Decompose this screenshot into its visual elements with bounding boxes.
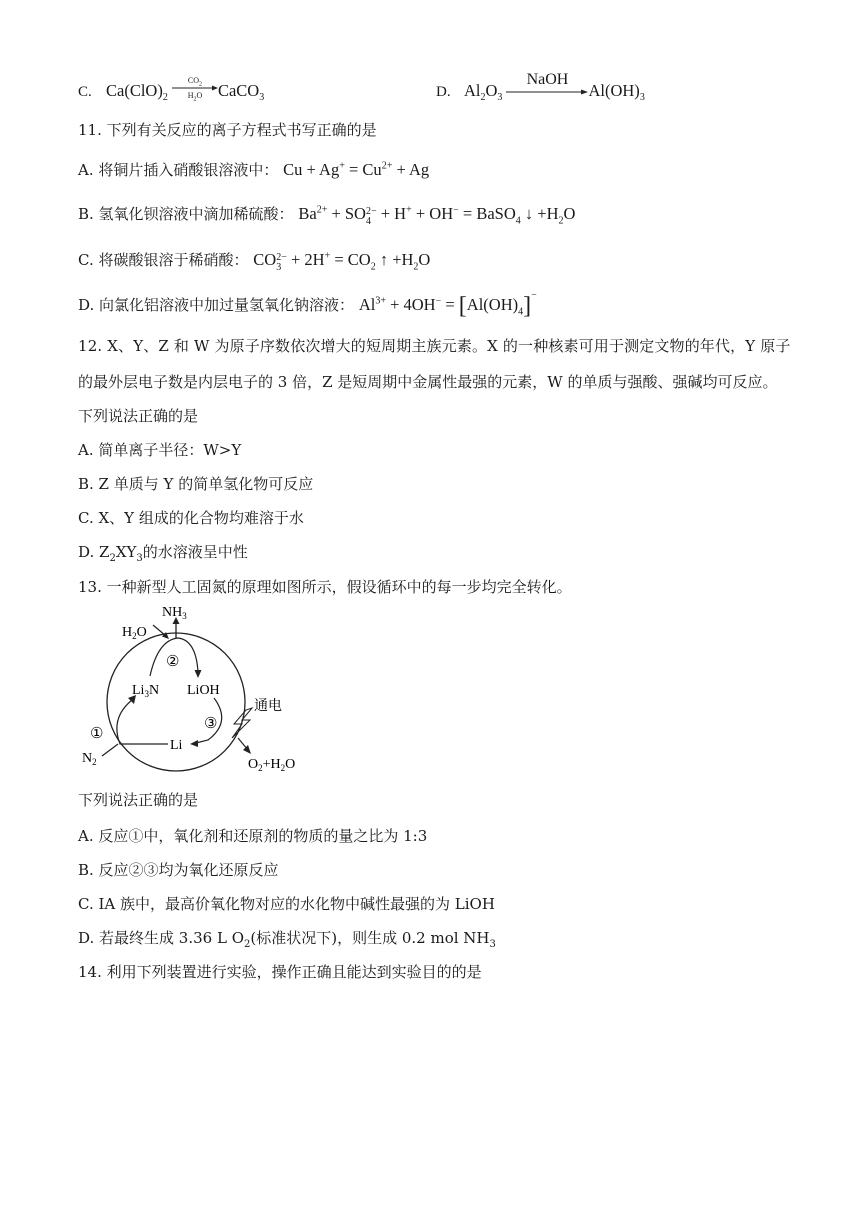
reactant-part: O xyxy=(485,80,498,100)
superscript: 2+ xyxy=(316,204,328,216)
superscript: − xyxy=(435,295,442,307)
superscript: 2− xyxy=(365,206,377,217)
label-nh3: $NH_3$ xyxy=(162,605,187,621)
subscript: 2 xyxy=(370,261,376,273)
label-lioh: LiOH xyxy=(187,683,220,698)
q13-option-c: C. IA 族中，最高价氧化物对应的水化物中碱性最强的为 LiOH xyxy=(78,895,495,913)
subscript: 3 xyxy=(489,939,496,950)
eq-part: + Ag xyxy=(392,160,430,179)
option-text: (标准状况下)，则生成 0.2 mol NH xyxy=(250,929,490,947)
q11-option-a xyxy=(78,160,429,180)
step3-arrow-head xyxy=(190,740,198,747)
eq-part: ↑ +H xyxy=(375,250,414,269)
superscript: 2− xyxy=(276,252,287,263)
q13-stem: 13. 一种新型人工固氮的原理如图所示，假设循环中的每一步均完全转化。 xyxy=(78,578,572,596)
label-li3n: $Li_3N$ xyxy=(132,683,160,699)
step2-arrow-head xyxy=(195,670,202,678)
eq-part: + 4OH xyxy=(385,295,436,314)
q13-option-a: A. 反应①中，氧化剂和还原剂的物质的量之比为 1:3 xyxy=(78,827,428,845)
q10-option-d xyxy=(436,71,645,104)
eq-part: + 2H xyxy=(286,250,325,269)
option-label: C. xyxy=(78,83,92,100)
option-text: A. 将铜片插入硝酸银溶液中： xyxy=(78,161,279,179)
subscript: 3 xyxy=(259,92,265,104)
label-n2: $N_2$ xyxy=(82,751,97,767)
subscript: 3 xyxy=(639,92,645,104)
subscript: 2 xyxy=(480,92,486,104)
label-step2: ② xyxy=(166,654,180,670)
q13-option-d xyxy=(78,928,496,948)
eq-part: ↓ +H xyxy=(520,204,559,223)
eq-part: = BaSO xyxy=(458,204,516,223)
option-text: C. 将碳酸银溶于稀硝酸： xyxy=(78,251,249,269)
reaction-arrow xyxy=(172,76,218,103)
subscript: 3 xyxy=(276,262,282,273)
superscript: − xyxy=(453,204,459,216)
option-text: 的水溶液呈中性 xyxy=(142,543,248,561)
reaction-arrow xyxy=(506,71,588,95)
bracket-open: [ xyxy=(458,293,467,319)
arrow-icon xyxy=(506,89,588,95)
q12-stem-line2: 的最外层电子数是内层电子的 3 倍，Z 是短周期中金属性最强的元素，W 的单质与强酸、强碱均可反应。 xyxy=(78,373,778,391)
arrow-condition-top: CO xyxy=(187,76,200,85)
eq-part: Al(OH) xyxy=(466,295,519,314)
equation xyxy=(358,290,537,319)
arrow-condition-bottom: H xyxy=(187,91,194,100)
label-h2o: $H_2O$ xyxy=(122,625,147,641)
label-electrolysis: 通电 xyxy=(254,698,282,714)
q12-stem-line1: 12. X、Y、Z 和 W 为原子序数依次增大的短周期主族元素。X 的一种核素可用于测定文物的年代，Y 原子 xyxy=(78,337,791,355)
option-text: B. 氢氧化钡溶液中滴加稀硫酸： xyxy=(78,205,294,223)
option-text: D. 向氯化铝溶液中加过量氢氧化钠溶液： xyxy=(78,296,355,314)
q12-option-d xyxy=(78,542,248,562)
equation xyxy=(298,204,576,227)
eq-part: + OH xyxy=(411,204,454,223)
label-step3: ③ xyxy=(204,716,218,732)
nitrogen-fixation-cycle-diagram xyxy=(80,598,330,778)
eq-part: + H xyxy=(376,204,407,223)
superscript: + xyxy=(339,160,345,172)
subscript: 4 xyxy=(365,216,371,227)
arrow-condition-tail: O xyxy=(196,91,203,100)
subscript: 4 xyxy=(515,215,521,227)
superscript: + xyxy=(406,204,412,216)
q11-option-d xyxy=(78,290,537,319)
option-label: D. xyxy=(436,83,451,100)
q11-stem: 11. 下列有关反应的离子方程式书写正确的是 xyxy=(78,121,377,139)
eq-part: CO xyxy=(253,250,277,269)
eq-part: O xyxy=(563,204,576,223)
subscript: 2 xyxy=(199,81,203,88)
option-text: XY xyxy=(115,543,137,561)
q10-option-c xyxy=(78,76,265,104)
arrow-condition-top: NaOH xyxy=(526,71,569,88)
subscript: 2 xyxy=(558,215,564,227)
subscript: 3 xyxy=(136,553,143,564)
n2-arrow xyxy=(102,744,118,756)
eq-part: O xyxy=(418,250,431,269)
eq-part: + SO xyxy=(327,204,366,223)
reactant: Ca(ClO) xyxy=(106,80,163,100)
eq-part: Ba xyxy=(298,204,317,223)
eq-part: = Cu xyxy=(344,160,382,179)
subscript: 3 xyxy=(497,92,503,104)
product: Al(OH) xyxy=(588,80,640,100)
option-text: D. 若最终生成 3.36 L O xyxy=(78,929,244,947)
superscript: + xyxy=(324,250,331,262)
equation xyxy=(283,160,429,179)
equation xyxy=(253,250,431,273)
q12-stem-line3: 下列说法正确的是 xyxy=(78,407,199,425)
product: CaCO xyxy=(217,80,260,100)
eq-part: = CO xyxy=(330,250,371,269)
label-step1: ① xyxy=(90,726,104,742)
superscript: 2+ xyxy=(381,160,393,172)
q14-stem: 14. 利用下列装置进行实验，操作正确且能达到实验目的的是 xyxy=(78,963,482,981)
eq-part: = xyxy=(441,295,459,314)
q13-option-b: B. 反应②③均为氧化还原反应 xyxy=(78,861,279,879)
label-o2-h2o: $O_2+H_2O$ xyxy=(248,757,296,773)
subscript: 2 xyxy=(109,553,116,564)
subscript: 2 xyxy=(413,261,419,273)
subscript: 2 xyxy=(193,96,197,103)
subscript: 4 xyxy=(518,306,524,318)
q11-option-c xyxy=(78,250,430,273)
superscript: 3+ xyxy=(375,295,386,307)
q12-option-a: A. 简单离子半径：W>Y xyxy=(78,441,242,459)
q12-option-c: C. X、Y 组成的化合物均难溶于水 xyxy=(78,509,304,527)
option-text: D. Z xyxy=(78,543,110,561)
label-li: Li xyxy=(170,738,183,753)
step1-arrow xyxy=(117,700,168,744)
q13-sub-stem: 下列说法正确的是 xyxy=(78,791,199,809)
subscript: 2 xyxy=(244,939,251,950)
eq-part: Cu + Ag xyxy=(283,160,340,179)
q12-option-b: B. Z 单质与 Y 的简单氢化物可反应 xyxy=(78,475,314,493)
reactant: Al xyxy=(463,80,481,100)
superscript: − xyxy=(531,290,537,301)
subscript: 2 xyxy=(162,92,168,104)
q11-option-b xyxy=(78,204,575,227)
bracket-close: ] xyxy=(523,293,532,319)
eq-part: Al xyxy=(358,295,376,314)
